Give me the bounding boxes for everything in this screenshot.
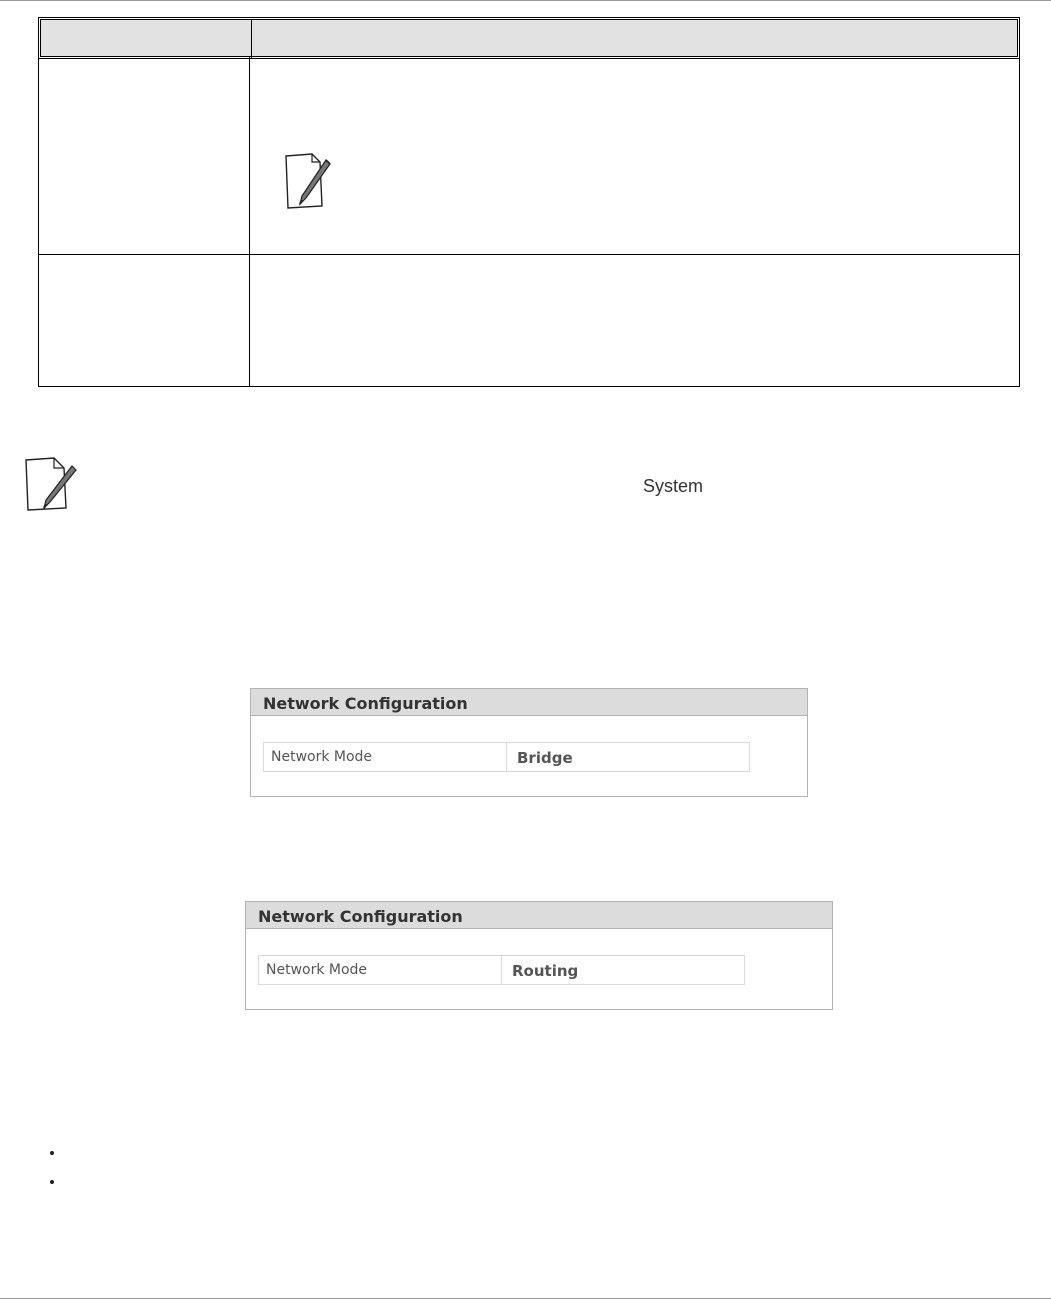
network-configuration-panel: [245, 901, 833, 1010]
panel-title: Network Configuration: [258, 907, 463, 926]
bottom-rule: [0, 1298, 1051, 1299]
table-column-divider: [249, 57, 250, 387]
panel-title: Network Configuration: [263, 694, 468, 713]
field-divider: [506, 743, 507, 771]
network-configuration-panel: [250, 688, 808, 797]
note-pencil-icon: [22, 456, 78, 512]
parameter-table: [38, 17, 1020, 387]
field-divider: [501, 956, 502, 984]
table-header-row: [40, 19, 1018, 57]
list-bullet: [50, 1180, 54, 1184]
list-bullet: [50, 1151, 54, 1155]
network-mode-label: Network Mode: [271, 749, 373, 765]
panel-header: [246, 902, 832, 929]
note-pencil-icon: [282, 150, 334, 210]
network-mode-value: Routing: [512, 962, 579, 980]
table-row-divider: [39, 58, 1019, 59]
panel-header: [251, 689, 807, 716]
network-mode-label: Network Mode: [266, 962, 368, 978]
top-rule: [0, 0, 1051, 1]
network-mode-field: [263, 742, 750, 772]
table-row-divider: [39, 254, 1019, 255]
network-mode-value: Bridge: [517, 749, 573, 767]
note-system-text: System: [643, 476, 704, 496]
table-header-divider: [251, 20, 252, 58]
network-mode-field: [258, 955, 745, 985]
